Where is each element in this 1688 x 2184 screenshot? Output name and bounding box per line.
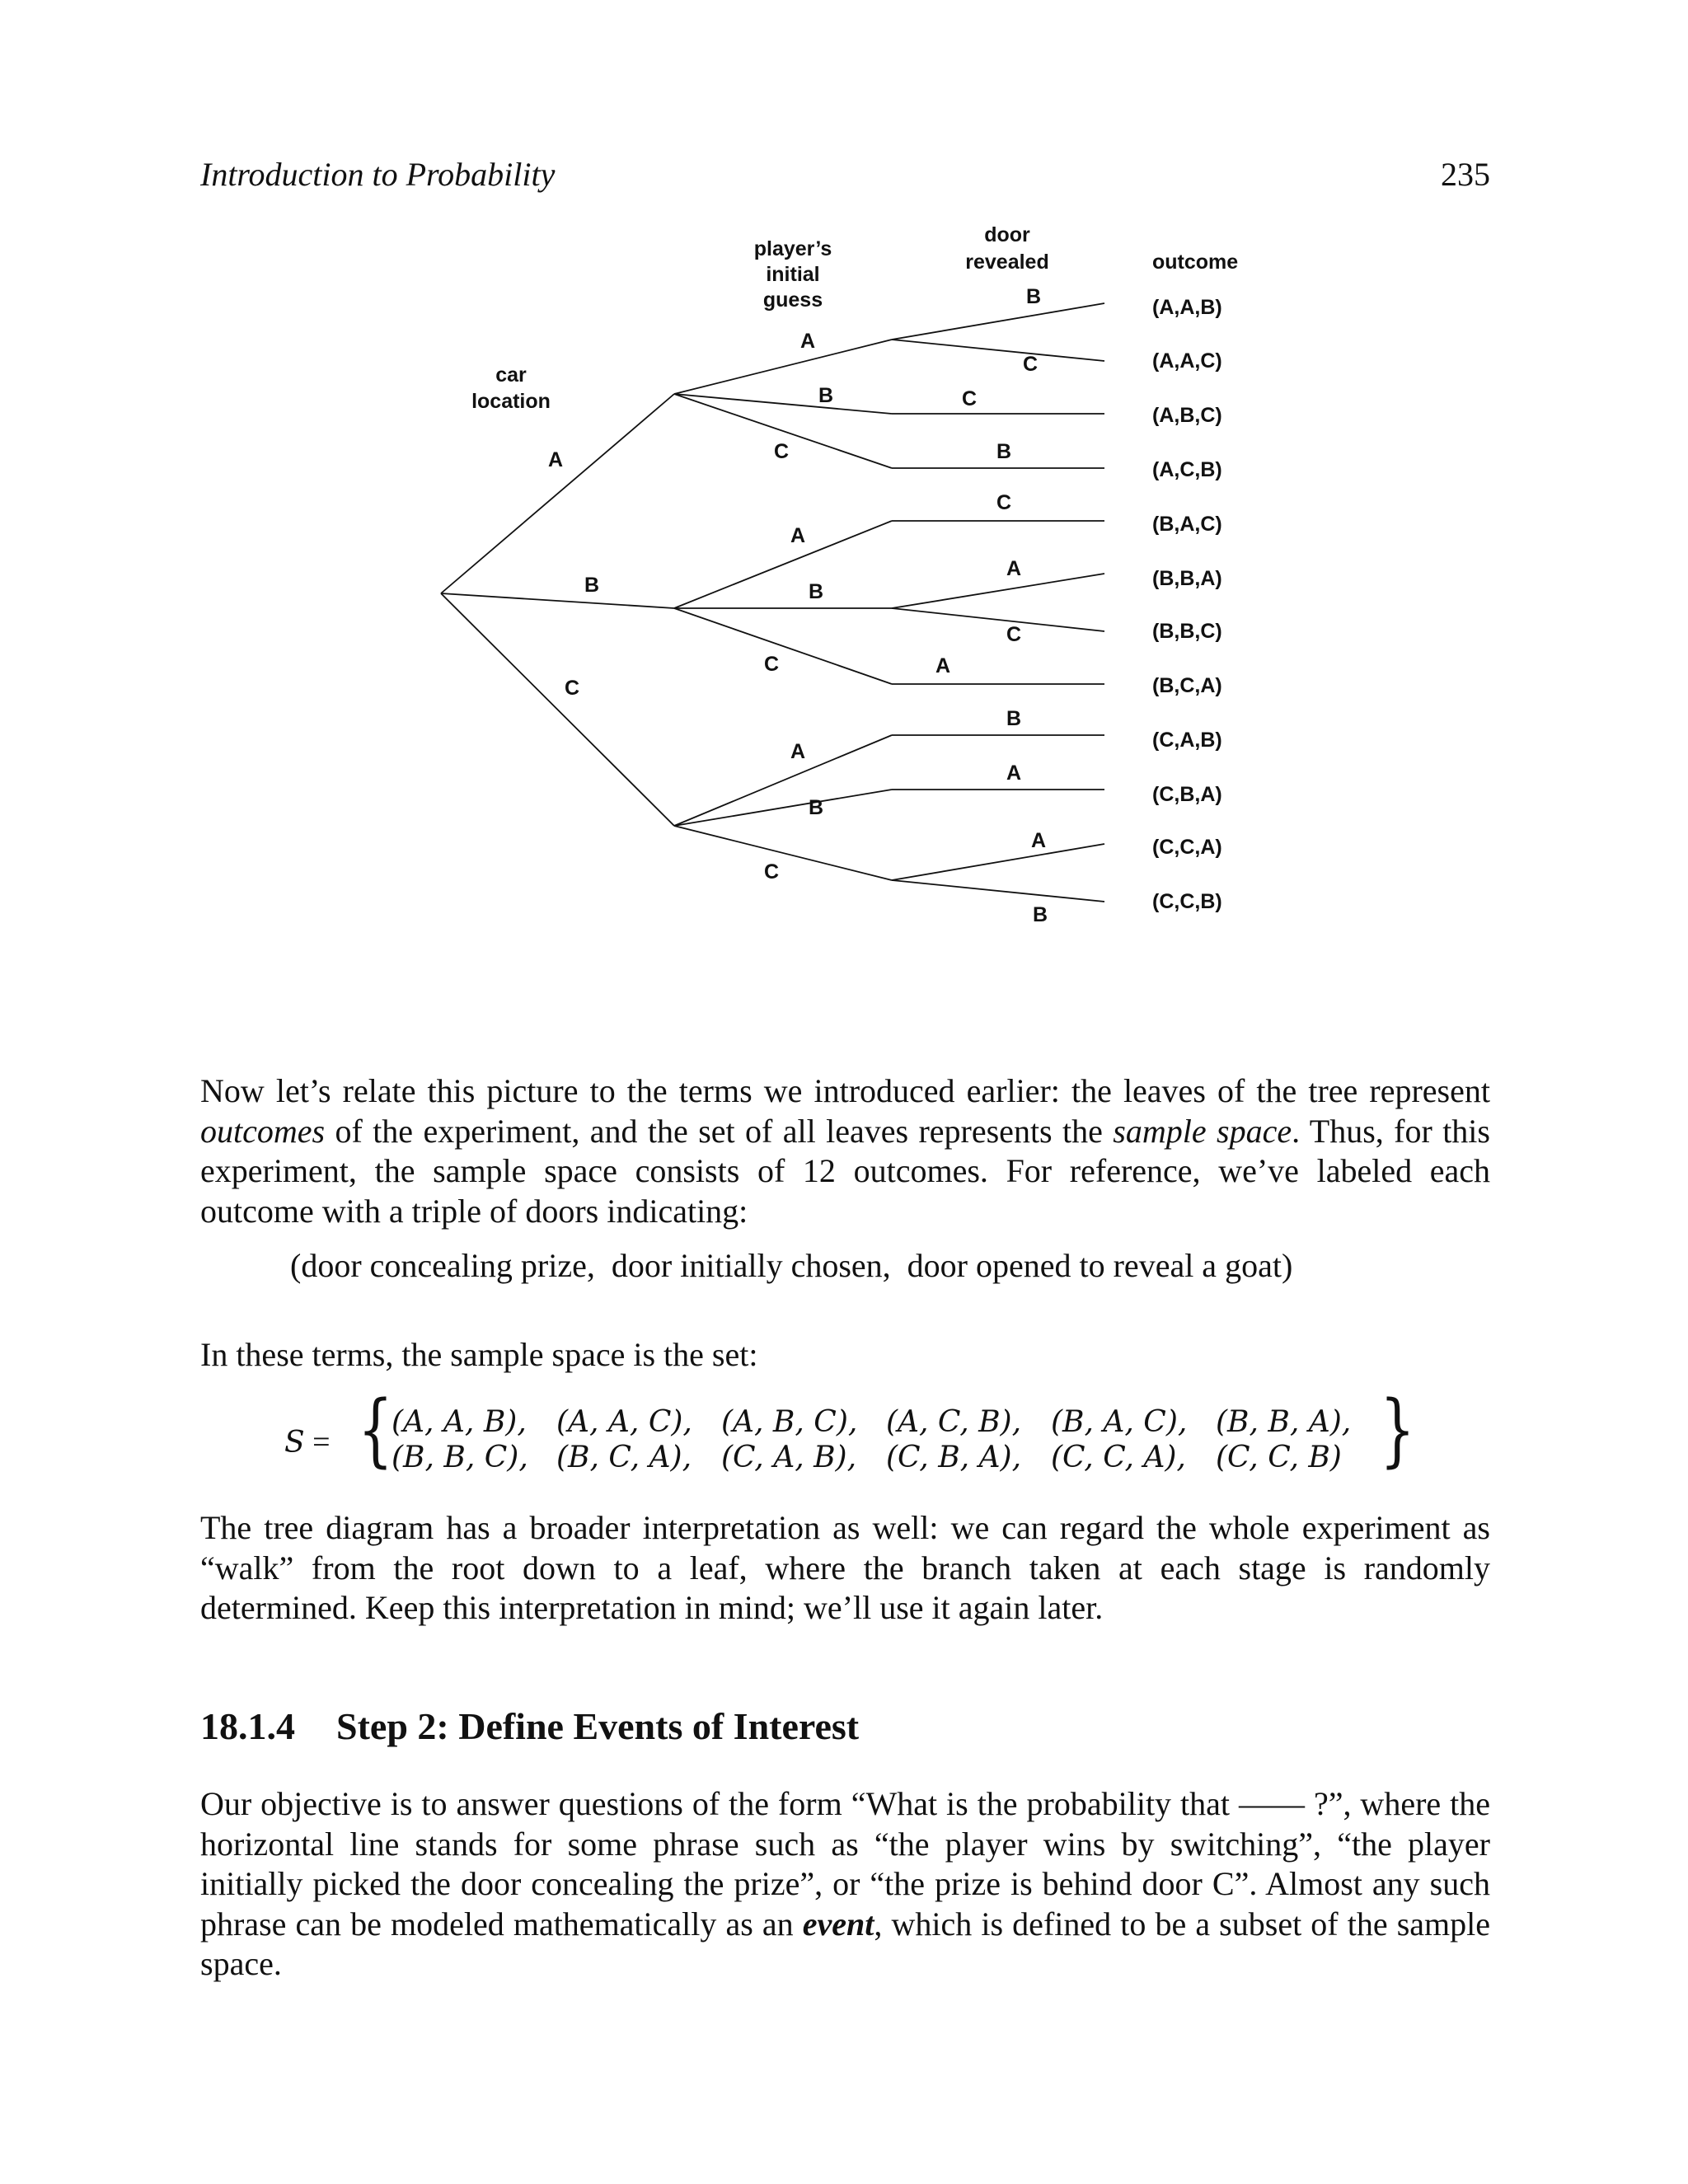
edge-A-A xyxy=(674,340,892,394)
paragraph-events: Our objective is to answer questions of the form “What is the probability that —— ?”, where the horizontal line stands for some phrase such as “the player wins by switching”, “the player initially picked the door concealing the prize”, or “the prize is behind door C”. Almost any such phrase can be modeled mathematically as an event, which is defined to be a subset of the sample space. xyxy=(200,1785,1490,1982)
label-car-C: C xyxy=(564,677,580,700)
edge-root-C xyxy=(441,593,674,826)
section-title: Step 2: Define Events of Interest xyxy=(336,1705,860,1747)
edge-leaf-2 xyxy=(892,340,1104,361)
outcome-12: (C,C,B) xyxy=(1152,890,1222,913)
label-door-6: A xyxy=(1006,557,1022,580)
equation-lhs: S = xyxy=(284,1425,331,1460)
edge-leaf-12 xyxy=(892,880,1104,902)
outcome-4: (A,C,B) xyxy=(1152,458,1222,481)
left-brace: { xyxy=(358,1384,393,1476)
outcome-9: (C,A,B) xyxy=(1152,729,1222,752)
outcome-triple-display: (door concealing prize, door initially chosen, door opened to reveal a goat) xyxy=(290,1247,1293,1284)
label-guess-4: A xyxy=(790,524,806,547)
edge-leaf-11 xyxy=(892,844,1104,880)
set-row-1: (A, A, B), (A, A, C), (A, B, C), (A, C, B), (B, A, C), (B, B, A), xyxy=(392,1405,1352,1439)
label-guess-3: C xyxy=(773,440,790,463)
section-number: 18.1.4 xyxy=(200,1705,295,1747)
outcome-5: (B,A,C) xyxy=(1152,513,1222,536)
label-door-7: C xyxy=(1006,623,1022,646)
header-guess-1: player’s xyxy=(753,237,832,260)
set-row-2: (B, B, C), (B, C, A), (C, A, B), (C, B, A), (C, C, A), (C, C, B) xyxy=(392,1441,1342,1474)
edge-leaf-6 xyxy=(892,574,1104,608)
label-guess-7: A xyxy=(790,740,806,763)
term-outcomes: outcomes xyxy=(200,1112,326,1150)
label-guess-1: A xyxy=(799,330,816,353)
edge-B-A xyxy=(674,521,892,608)
section-heading xyxy=(200,1704,859,1748)
term-sample-space: sample space xyxy=(1113,1112,1292,1150)
right-brace: } xyxy=(1380,1384,1415,1476)
term-event: event xyxy=(802,1905,874,1943)
label-door-3: C xyxy=(961,387,978,410)
label-car-B: B xyxy=(584,574,600,597)
outcome-2: (A,A,C) xyxy=(1152,349,1222,373)
label-door-9: B xyxy=(1006,707,1022,730)
outcome-3: (A,B,C) xyxy=(1152,404,1222,427)
edge-B-C xyxy=(674,608,892,684)
edge-C-C xyxy=(674,826,892,880)
outcome-1: (A,A,B) xyxy=(1152,296,1222,319)
edge-leaf-7 xyxy=(892,608,1104,631)
label-car-A: A xyxy=(547,448,564,471)
tree-diagram xyxy=(0,214,1688,956)
outcome-6: (B,B,A) xyxy=(1152,567,1222,590)
label-door-4: B xyxy=(996,440,1012,463)
running-title: Introduction to Probability xyxy=(200,156,556,193)
label-guess-6: C xyxy=(763,653,780,676)
outcome-8: (B,C,A) xyxy=(1152,674,1222,697)
edge-root-A xyxy=(441,394,674,593)
label-door-5: C xyxy=(996,491,1012,514)
label-door-12: B xyxy=(1032,903,1048,926)
outcome-7: (B,B,C) xyxy=(1152,620,1222,643)
paragraph-tree-interpretation: The tree diagram has a broader interpretation as well: we can regard the whole experiment as “walk” from the root down to a leaf, where the branch taken at each stage is randomly determined. Keep this interpretation in mind; we’ll use it again later. xyxy=(200,1509,1490,1626)
running-head xyxy=(200,155,1490,196)
header-outcome: outcome xyxy=(1152,251,1239,274)
header-door-2: revealed xyxy=(965,251,1049,274)
header-car-1: car xyxy=(495,363,527,387)
edge-leaf-1 xyxy=(892,303,1104,340)
label-guess-5: B xyxy=(808,580,824,603)
edge-A-B xyxy=(674,394,892,414)
paragraph-outcomes: Now let’s relate this picture to the terms we introduced earlier: the leaves of the tree represent outcomes of the experiment, and the set of all leaves represents the sample space. Thus, for this experiment, the sample space consists of 12 outcomes. For reference, we’ve labeled each outcome with a triple of doors indicating: xyxy=(200,1072,1490,1230)
label-guess-8: B xyxy=(808,796,824,819)
label-door-10: A xyxy=(1006,762,1022,785)
outcome-10: (C,B,A) xyxy=(1152,783,1222,806)
label-door-2: C xyxy=(1022,353,1039,376)
header-door-1: door xyxy=(984,223,1030,246)
label-door-1: B xyxy=(1025,285,1042,308)
label-guess-2: B xyxy=(818,384,834,407)
header-guess-3: guess xyxy=(762,288,823,312)
label-door-8: A xyxy=(935,654,951,677)
edge-C-A xyxy=(674,735,892,826)
edge-root-B xyxy=(441,593,674,608)
label-guess-9: C xyxy=(763,860,780,883)
header-guess-2: initial xyxy=(766,263,820,286)
label-door-11: A xyxy=(1030,829,1047,852)
edge-C-B xyxy=(674,790,892,826)
outcome-11: (C,C,A) xyxy=(1152,836,1222,859)
header-car-2: location xyxy=(471,390,551,413)
page-number: 235 xyxy=(1441,156,1490,193)
paragraph-sample-space-intro: In these terms, the sample space is the set: xyxy=(200,1336,758,1373)
